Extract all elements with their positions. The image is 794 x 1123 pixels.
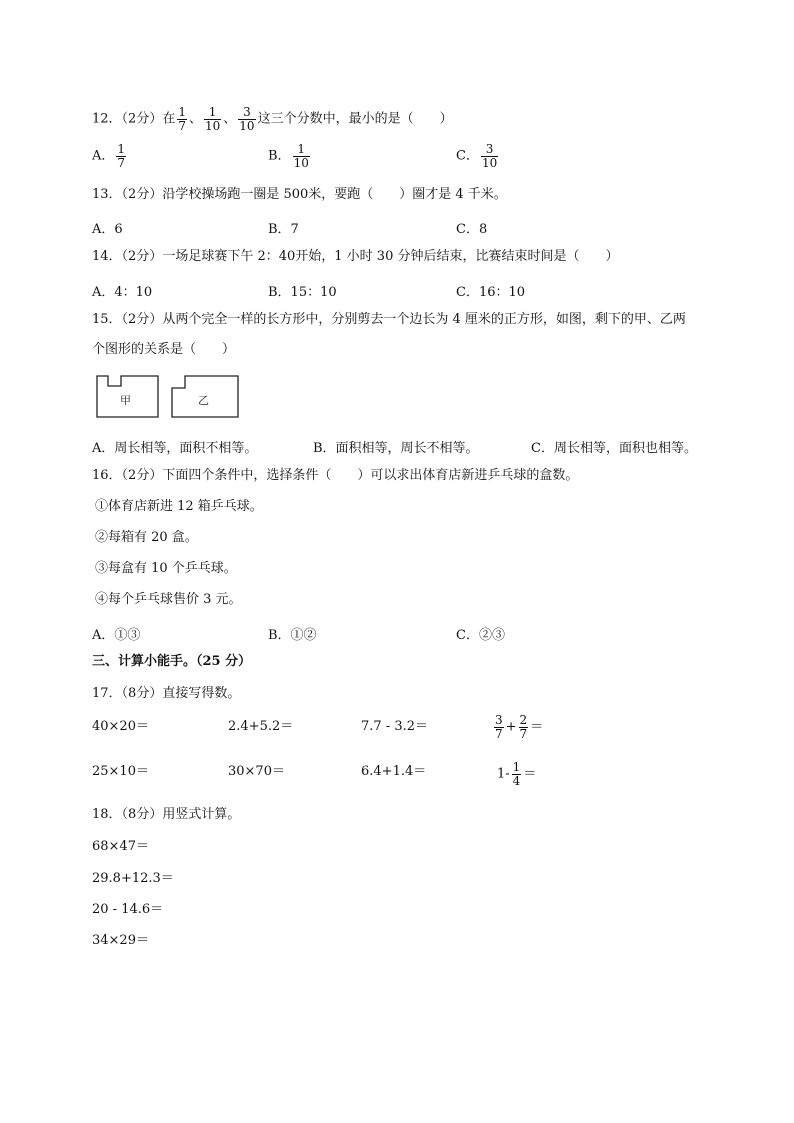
q13-stem: 13．（2分）沿学校操场跑一圈是 500米，要跑（ ）圈才是 4 千米。 (92, 187, 507, 202)
q15-option-a[interactable]: A．周长相等，面积不相等。 (92, 441, 258, 456)
q14-option-c[interactable]: C．16：10 (456, 285, 526, 300)
q17-item-fraction-sum: $\frac{3}{7}$ + $\frac{2}{7}$ ＝ (495, 713, 544, 741)
q13-option-a[interactable]: A．6 (92, 222, 123, 237)
section-heading: 三、计算小能手。（25 分） (92, 654, 252, 669)
q18-stem: 18．（8分）用竖式计算。 (92, 807, 241, 822)
q17-stem: 17．（8分）直接写得数。 (92, 686, 241, 701)
q16-condition-4: ④每个乒乓球售价 3 元。 (95, 592, 242, 607)
q15-figure (94, 373, 244, 421)
q16-option-c[interactable]: C．②③ (456, 628, 505, 643)
q12-option-b[interactable]: B． $\frac{1}{10}$ (268, 142, 309, 170)
q18-expression: 20 - 14.6＝ (92, 902, 164, 917)
fraction: $\frac{1}{10}$ (204, 105, 221, 133)
q15-option-c[interactable]: C．周长相等，面积也相等。 (531, 441, 697, 456)
q17-item: 40×20＝ (92, 719, 149, 734)
fraction: $\frac{1}{7}$ (178, 105, 186, 133)
q17-item: 7.7 - 3.2＝ (361, 719, 429, 734)
q15-stem-line1: 15．（2分）从两个完全一样的长方形中，分别剪去一个边长为 4 厘米的正方形，如图，剩下的甲、乙两 (92, 312, 686, 327)
q18-expression: 68×47＝ (92, 839, 149, 854)
q12-option-a[interactable]: A． $\frac{1}{7}$ (92, 142, 126, 170)
q15-option-b[interactable]: B．面积相等，周长不相等。 (313, 441, 479, 456)
q17-item: 30×70＝ (228, 764, 285, 779)
q13-option-b[interactable]: B．7 (268, 222, 299, 237)
q17-item: 6.4+1.4＝ (361, 764, 427, 779)
shape-jia-label: 甲 (120, 394, 131, 407)
q16-option-a[interactable]: A．①③ (92, 628, 141, 643)
q18-expression: 29.8+12.3＝ (92, 871, 174, 886)
q13-option-c[interactable]: C．8 (456, 222, 488, 237)
q17-item: 2.4+5.2＝ (228, 719, 294, 734)
shape-yi-label: 乙 (198, 394, 209, 407)
q18-expression: 34×29＝ (92, 933, 149, 948)
q15-stem-line2: 个图形的关系是（ ） (92, 342, 236, 357)
q14-option-b[interactable]: B．15：10 (268, 285, 337, 300)
q16-condition-3: ③每盒有 10 个乒乓球。 (95, 561, 237, 576)
q12-option-c[interactable]: C． $\frac{3}{10}$ (456, 142, 498, 170)
q16-condition-1: ①体育店新进 12 箱乒乓球。 (95, 499, 263, 514)
q17-item-fraction-diff: 1- $\frac{1}{4}$ ＝ (497, 760, 537, 788)
q14-stem: 14．（2分）一场足球赛下午 2：40开始，1 小时 30 分钟后结束，比赛结束时间是（ ） (92, 249, 619, 264)
q17-item: 25×10＝ (92, 764, 149, 779)
q16-condition-2: ②每箱有 20 盒。 (95, 530, 198, 545)
q12-stem: 12．（2分）在 $\frac{1}{7}$ 、 $\frac{1}{10}$ 、 $\frac{3}{10}$ 这三个分数中，最小的是（ ） (92, 105, 453, 133)
q16-option-b[interactable]: B．①② (268, 628, 317, 643)
q16-stem: 16．（2分）下面四个条件中，选择条件（ ）可以求出体育店新进乒乓球的盒数。 (92, 468, 579, 483)
fraction: $\frac{3}{10}$ (239, 105, 255, 133)
q14-option-a[interactable]: A．4：10 (92, 285, 153, 300)
